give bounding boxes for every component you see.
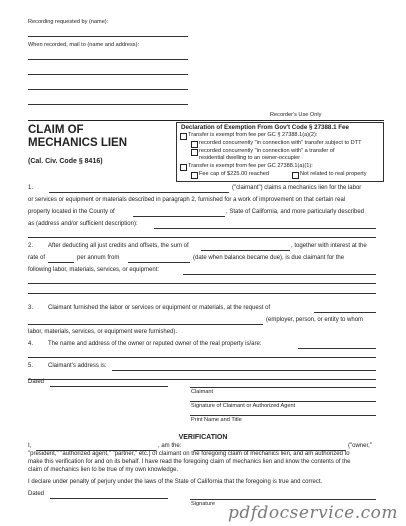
section-4-text-a: The name and address of the owner or reputed owner of the real property is/are: [48, 341, 262, 347]
labor-description-line-2[interactable] [28, 283, 376, 284]
section-2-text-d: per annum from [77, 255, 120, 261]
not-real-property-label: Not related to real property [300, 171, 367, 177]
mail-to-label: When recorded, mail to (name and address): [28, 42, 139, 48]
exempt-a2-checkbox[interactable] [180, 133, 187, 140]
address-line-1[interactable] [154, 228, 376, 229]
mail-to-line-3[interactable] [28, 89, 188, 90]
claimant-signature-line[interactable] [190, 401, 376, 402]
owner-occupier-label-cont: residential dwelling to an owner-occupier [199, 155, 301, 161]
section-1-text-b: or services or equipment or materials described in paragraph 2, furnished for a work of improvement on that certain real [28, 197, 346, 203]
exempt-a2-label: Transfer is exempt from fee per GC § 27388.1(a)(2): [188, 132, 318, 138]
recorder-use-label: Recorder's Use Only [270, 112, 322, 118]
section-3-text-a: Claimant furnished the labor or services or equipment or materials, at the request of [48, 305, 271, 311]
section-3-number: 3. [28, 305, 34, 311]
owner-line-2[interactable] [28, 357, 376, 358]
verification-dated-label: Dated [28, 491, 45, 497]
verification-signature-caption: Signature [191, 501, 215, 507]
section-2-text-f: following labor, materials, services, or equipment: [28, 267, 160, 273]
dtt-label: recorded concurrently "in connection with" transfer subject to DTT [199, 140, 362, 146]
rate-line[interactable] [48, 262, 74, 263]
fee-cap-checkbox[interactable] [191, 172, 198, 179]
mail-to-line-1[interactable] [28, 59, 188, 60]
not-real-property-checkbox[interactable] [292, 172, 299, 179]
section-4-number: 4. [28, 341, 34, 347]
owner-occupier-checkbox[interactable] [191, 149, 198, 156]
labor-description-line-3[interactable] [28, 293, 376, 294]
verification-line-4: claim of mechanics lien to be true of my own knowledge. [28, 467, 179, 473]
verification-heading: VERIFICATION [178, 434, 228, 441]
exempt-a1-checkbox[interactable] [180, 164, 187, 171]
section-2-text-a: After deducting all just credits and offsets, the sum of [48, 243, 189, 249]
mail-to-line-4[interactable] [28, 104, 188, 105]
dtt-checkbox[interactable] [191, 141, 198, 148]
dated-line[interactable] [50, 386, 168, 387]
title-line-1: CLAIM OF [28, 124, 84, 136]
address-line-2[interactable] [28, 237, 376, 238]
section-2-text-c: rate of [28, 255, 46, 261]
exempt-a1-label: Transfer is exempt from fee per GC 27388.1(a)(1): [188, 163, 313, 169]
declaration-heading: Declaration of Exemption From Gov't Code § 27388.1 Fee [181, 124, 349, 131]
verification-line-2: "president," "authorized agent," "partner," etc.) of claimant on the foregoing claim of mechanics lien, and am authorized to [28, 451, 350, 457]
section-1-text-e: as (address and/or sufficient description): [28, 221, 138, 227]
labor-description-line-1[interactable] [183, 274, 376, 275]
section-5-number: 5. [28, 363, 34, 369]
section-1-text-c: property located in the County of [28, 209, 115, 215]
verification-am-the: , am the: [158, 443, 182, 449]
section-2-text-b: , together with interest at the [291, 243, 367, 249]
owner-line-1[interactable] [298, 348, 376, 349]
fee-cap-label: Fee cap of $225.00 reached [199, 171, 269, 177]
verification-signature-line[interactable] [190, 499, 376, 500]
title-code: (Cal. Civ. Code § 8416) [28, 158, 103, 165]
claimant-name-sign-line[interactable] [190, 387, 376, 388]
section-1-number: 1. [28, 185, 34, 191]
claimant-address-line-2[interactable] [28, 379, 376, 380]
section-2-number: 2. [28, 243, 34, 249]
print-name-caption: Print Name and Title [191, 417, 242, 423]
claimant-address-line-1[interactable] [112, 370, 376, 371]
owner-occupier-label: recorded concurrently "in connection with" a transfer of [199, 148, 335, 154]
claimant-name-line[interactable] [49, 192, 229, 193]
verification-dated-line[interactable] [50, 498, 168, 499]
verification-i: I, [28, 443, 32, 449]
recording-requested-line[interactable] [28, 36, 188, 37]
section-2-text-e: (date when balance became due), is due claimant for the [193, 255, 345, 261]
verification-perjury: I declare under penalty of perjury under the laws of the State of California that the foregoing is true and correct. [28, 479, 323, 485]
date-from-line[interactable] [128, 262, 190, 263]
section-3-text-c: labor, materials, services, or equipment were furnished). [28, 329, 178, 335]
requester-line-2[interactable] [28, 324, 263, 325]
title-line-2: MECHANICS LIEN [28, 137, 128, 149]
header-divider [28, 120, 384, 121]
sum-line[interactable] [201, 250, 290, 251]
recording-requested-label: Recording requested by (name): [28, 19, 109, 25]
section-5-text-a: Claimant's address is: [48, 363, 107, 369]
county-line[interactable] [133, 216, 225, 217]
signature-claimant-caption: Signature of Claimant or Authorized Agent [191, 403, 296, 409]
print-name-line[interactable] [190, 415, 376, 416]
claimant-caption: Claimant [191, 389, 214, 395]
section-1-text-d: , State of California, and more particularly described [226, 209, 365, 215]
dated-label: Dated [28, 379, 45, 385]
section-1-text-a: ("claimant") claims a mechanics lien for the labor [232, 185, 362, 191]
requester-line-1[interactable] [314, 312, 376, 313]
verification-line-3: make this verification for and on its behalf. I have read the foregoing claim of mechanics lien and know the contents of the [28, 459, 351, 465]
section-3-text-b: (employer, person, or entity to whom [266, 317, 364, 323]
mail-to-line-2[interactable] [28, 74, 188, 75]
verification-owner: ("owner," [348, 443, 372, 449]
watermark: pdfdocservice.com [227, 503, 398, 523]
